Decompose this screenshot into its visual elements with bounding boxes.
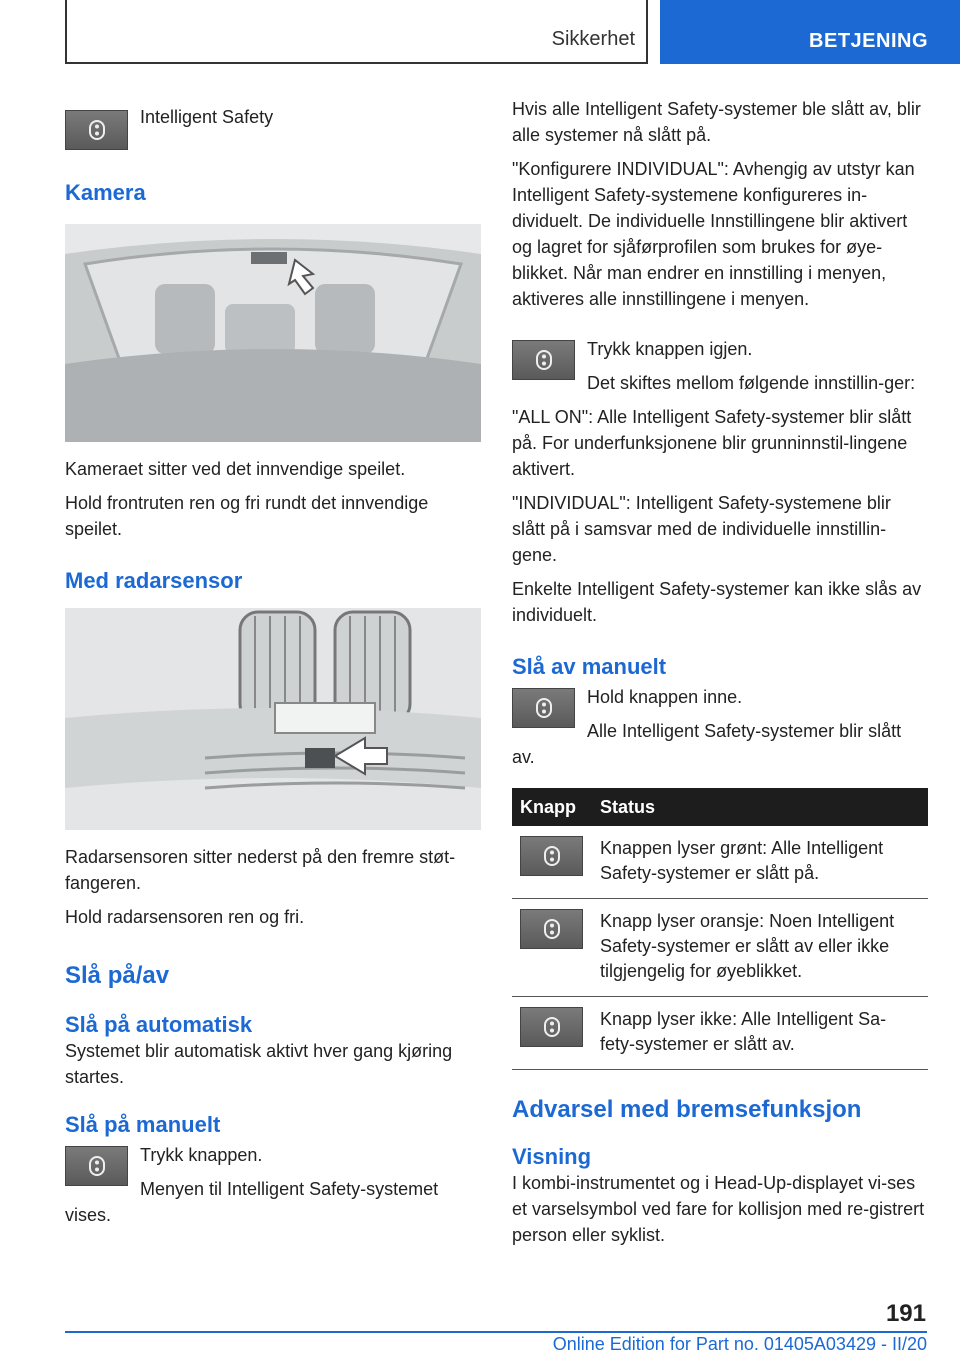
status-table bbox=[512, 788, 928, 1070]
manual-text-2: Menyen til Intelligent Safety-systemet vises. bbox=[65, 1179, 439, 1225]
right-text-2: "Konfigurere INDIVIDUAL": Avhengig av utstyr kan Intelligent Safety-systemene konfigureres in-dividuelt. De individuelle Innstillingene blir aktivert og lagret for sjåførprofilen som brukes for øye-blikket. Når man endrer en innstilling i menyen, aktiveres alle innstillingene i menyen. bbox=[512, 159, 915, 309]
heading-off-manual: Slå av manuelt bbox=[512, 654, 667, 679]
heading-kamera: Kamera bbox=[65, 180, 146, 205]
heading-manual-on: Slå på manuelt bbox=[65, 1112, 221, 1137]
status-cell: Knapp lyser ikke: Alle Intelligent Sa-fety-systemer er slått av. bbox=[592, 997, 928, 1070]
chapter-tab[interactable]: BETJENING bbox=[660, 0, 960, 64]
intelligent-safety-button-icon bbox=[520, 1007, 583, 1047]
camera-location-photo bbox=[65, 224, 481, 442]
status-cell: Knappen lyser grønt: Alle Intelligent Safety-systemer er slått på. bbox=[592, 826, 928, 899]
auto-text: Systemet blir automatisk aktivt hver gang kjøring startes. bbox=[65, 1041, 453, 1087]
off-text-1: Hold knappen inne. bbox=[587, 687, 743, 707]
footer-edition[interactable]: Online Edition for Part no. 01405A03429 - II/20 bbox=[552, 1334, 927, 1354]
heading-visning: Visning bbox=[512, 1144, 592, 1169]
page-number: 191 bbox=[885, 1300, 926, 1327]
table-row bbox=[512, 997, 928, 1070]
table-row bbox=[512, 899, 928, 997]
all-on-text: "ALL ON": Alle Intelligent Safety-systemer blir slått på. For underfunksjonene blir grunninnstil-lingene aktivert. bbox=[512, 407, 912, 479]
intelligent-safety-button-icon bbox=[65, 110, 128, 150]
kamera-text-1: Kameraet sitter ved det innvendige speilet. bbox=[65, 459, 406, 479]
intelligent-safety-button-icon bbox=[520, 909, 583, 949]
radar-sensor-photo bbox=[65, 608, 481, 830]
intelligent-safety-button-icon bbox=[512, 340, 575, 380]
footer-divider bbox=[65, 1331, 927, 1333]
table-row bbox=[512, 826, 928, 899]
intelligent-safety-button-icon bbox=[512, 688, 575, 728]
section-title: Sikkerhet bbox=[551, 28, 635, 50]
left-column bbox=[65, 96, 481, 1236]
some-cannot-text: Enkelte Intelligent Safety-systemer kan ikke slås av individuelt. bbox=[512, 579, 922, 625]
kamera-text-2: Hold frontruten ren og fri rundt det innvendige speilet. bbox=[65, 493, 429, 539]
heading-warning-brake: Advarsel med bremsefunksjon bbox=[512, 1096, 862, 1123]
table-header-row bbox=[512, 788, 928, 826]
off-text-2: Alle Intelligent Safety-systemer blir slått av. bbox=[512, 721, 902, 767]
status-cell: Knapp lyser oransje: Noen Intelligent Safety-systemer er slått av eller ikke tilgjengelig for øyeblikket. bbox=[592, 899, 928, 997]
col-status-header: Status bbox=[592, 788, 928, 826]
visning-text: I kombi-instrumentet og i Head-Up-displayet vi-ses et varselsymbol ved fare for kollisjon med re-gistrert person eller syklist. bbox=[512, 1173, 925, 1245]
right-text-1: Hvis alle Intelligent Safety-systemer ble slått av, blir alle systemer nå slått på. bbox=[512, 99, 921, 145]
heading-auto-on: Slå på automatisk bbox=[65, 1012, 253, 1037]
heading-on-off: Slå på/av bbox=[65, 962, 170, 989]
intelligent-safety-button-icon bbox=[65, 1146, 128, 1186]
radar-text-1: Radarsensoren sitter nederst på den fremre støt-fangeren. bbox=[65, 847, 456, 893]
intelligent-safety-button-icon bbox=[520, 836, 583, 876]
radar-text-2: Hold radarsensoren ren og fri. bbox=[65, 907, 305, 927]
right-column bbox=[512, 96, 928, 1256]
switch-text: Det skiftes mellom følgende innstillin-ger: bbox=[587, 373, 916, 393]
individual-text: "INDIVIDUAL": Intelligent Safety-systemene blir slått på i samsvar med de individuelle innstillin-gene. bbox=[512, 493, 891, 565]
heading-radar: Med radarsensor bbox=[65, 568, 243, 593]
intro-label: Intelligent Safety bbox=[140, 107, 274, 127]
manual-text-1: Trykk knappen. bbox=[140, 1145, 263, 1165]
col-button-header: Knapp bbox=[512, 788, 592, 826]
press-again-text: Trykk knappen igjen. bbox=[587, 339, 753, 359]
